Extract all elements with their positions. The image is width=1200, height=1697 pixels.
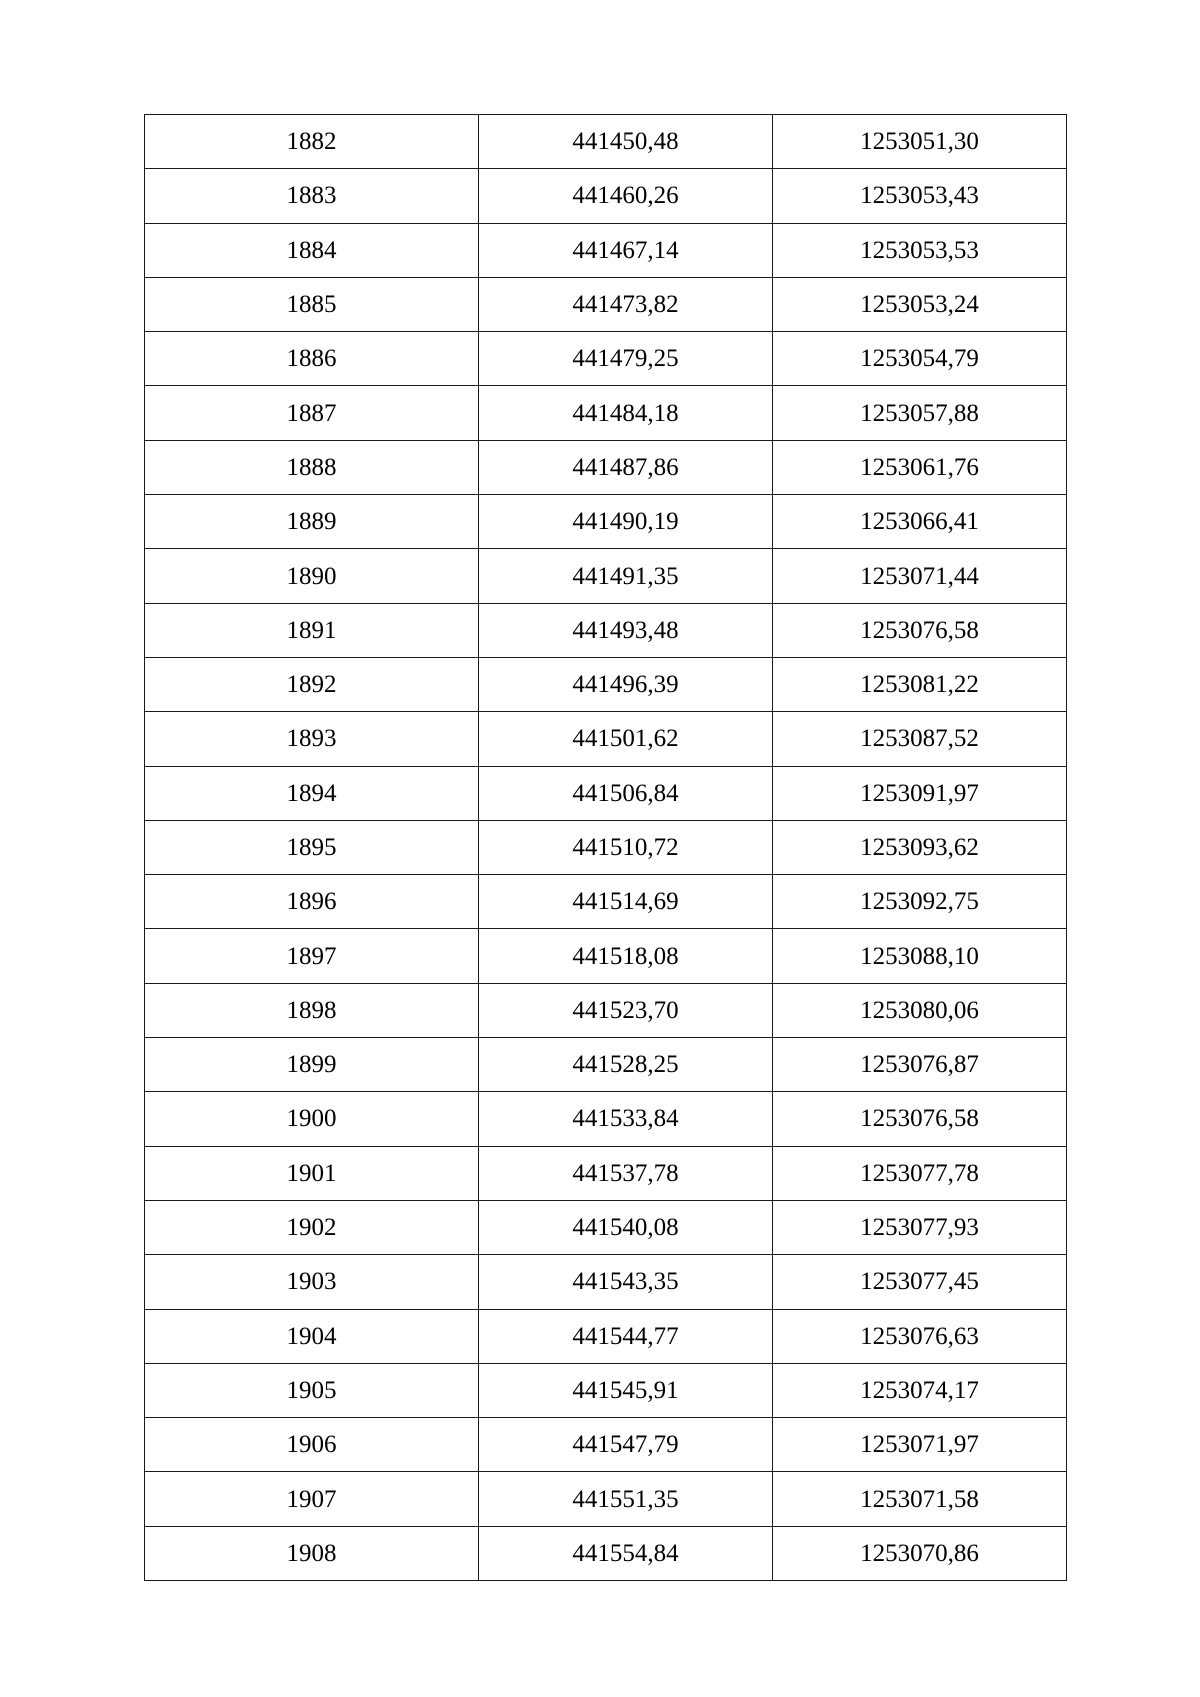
y-coordinate-cell: 1253076,58	[773, 603, 1067, 657]
x-coordinate-cell: 441543,35	[479, 1255, 773, 1309]
x-coordinate-cell: 441490,19	[479, 495, 773, 549]
table-row	[145, 712, 1067, 766]
point-number-cell: 1886	[145, 332, 479, 386]
y-coordinate-cell: 1253071,97	[773, 1418, 1067, 1472]
table-row	[145, 1363, 1067, 1417]
x-coordinate-cell: 441460,26	[479, 169, 773, 223]
table-row	[145, 115, 1067, 169]
point-number-cell: 1901	[145, 1146, 479, 1200]
x-coordinate-cell: 441467,14	[479, 223, 773, 277]
table-row	[145, 169, 1067, 223]
x-coordinate-cell: 441506,84	[479, 766, 773, 820]
table-row	[145, 1038, 1067, 1092]
x-coordinate-cell: 441545,91	[479, 1363, 773, 1417]
y-coordinate-cell: 1253077,78	[773, 1146, 1067, 1200]
table-row	[145, 603, 1067, 657]
table-row	[145, 223, 1067, 277]
x-coordinate-cell: 441514,69	[479, 875, 773, 929]
x-coordinate-cell: 441510,72	[479, 820, 773, 874]
table-row	[145, 440, 1067, 494]
table-row	[145, 875, 1067, 929]
point-number-cell: 1890	[145, 549, 479, 603]
table-row	[145, 1472, 1067, 1526]
x-coordinate-cell: 441523,70	[479, 983, 773, 1037]
coordinates-table	[144, 114, 1067, 1581]
table-row	[145, 1526, 1067, 1580]
table-row	[145, 549, 1067, 603]
y-coordinate-cell: 1253071,44	[773, 549, 1067, 603]
point-number-cell: 1898	[145, 983, 479, 1037]
point-number-cell: 1897	[145, 929, 479, 983]
table-row	[145, 1418, 1067, 1472]
point-number-cell: 1887	[145, 386, 479, 440]
point-number-cell: 1892	[145, 657, 479, 711]
table-row	[145, 1255, 1067, 1309]
y-coordinate-cell: 1253061,76	[773, 440, 1067, 494]
point-number-cell: 1903	[145, 1255, 479, 1309]
x-coordinate-cell: 441544,77	[479, 1309, 773, 1363]
y-coordinate-cell: 1253076,63	[773, 1309, 1067, 1363]
y-coordinate-cell: 1253093,62	[773, 820, 1067, 874]
x-coordinate-cell: 441554,84	[479, 1526, 773, 1580]
table-row	[145, 1309, 1067, 1363]
table-row	[145, 1146, 1067, 1200]
point-number-cell: 1891	[145, 603, 479, 657]
table-row	[145, 657, 1067, 711]
x-coordinate-cell: 441493,48	[479, 603, 773, 657]
y-coordinate-cell: 1253057,88	[773, 386, 1067, 440]
x-coordinate-cell: 441533,84	[479, 1092, 773, 1146]
x-coordinate-cell: 441484,18	[479, 386, 773, 440]
point-number-cell: 1905	[145, 1363, 479, 1417]
point-number-cell: 1894	[145, 766, 479, 820]
point-number-cell: 1882	[145, 115, 479, 169]
x-coordinate-cell: 441537,78	[479, 1146, 773, 1200]
y-coordinate-cell: 1253074,17	[773, 1363, 1067, 1417]
table-row	[145, 929, 1067, 983]
point-number-cell: 1884	[145, 223, 479, 277]
table-row	[145, 1092, 1067, 1146]
x-coordinate-cell: 441518,08	[479, 929, 773, 983]
y-coordinate-cell: 1253077,45	[773, 1255, 1067, 1309]
point-number-cell: 1885	[145, 277, 479, 331]
point-number-cell: 1895	[145, 820, 479, 874]
y-coordinate-cell: 1253088,10	[773, 929, 1067, 983]
y-coordinate-cell: 1253071,58	[773, 1472, 1067, 1526]
x-coordinate-cell: 441479,25	[479, 332, 773, 386]
x-coordinate-cell: 441496,39	[479, 657, 773, 711]
y-coordinate-cell: 1253066,41	[773, 495, 1067, 549]
table-row	[145, 495, 1067, 549]
table-row	[145, 820, 1067, 874]
point-number-cell: 1907	[145, 1472, 479, 1526]
table-row	[145, 386, 1067, 440]
y-coordinate-cell: 1253053,24	[773, 277, 1067, 331]
y-coordinate-cell: 1253070,86	[773, 1526, 1067, 1580]
y-coordinate-cell: 1253077,93	[773, 1200, 1067, 1254]
coordinates-table-body	[145, 115, 1067, 1581]
y-coordinate-cell: 1253092,75	[773, 875, 1067, 929]
y-coordinate-cell: 1253076,58	[773, 1092, 1067, 1146]
x-coordinate-cell: 441551,35	[479, 1472, 773, 1526]
point-number-cell: 1908	[145, 1526, 479, 1580]
y-coordinate-cell: 1253054,79	[773, 332, 1067, 386]
point-number-cell: 1896	[145, 875, 479, 929]
table-row	[145, 1200, 1067, 1254]
x-coordinate-cell: 441547,79	[479, 1418, 773, 1472]
y-coordinate-cell: 1253076,87	[773, 1038, 1067, 1092]
x-coordinate-cell: 441473,82	[479, 277, 773, 331]
point-number-cell: 1902	[145, 1200, 479, 1254]
point-number-cell: 1904	[145, 1309, 479, 1363]
table-row	[145, 766, 1067, 820]
x-coordinate-cell: 441501,62	[479, 712, 773, 766]
x-coordinate-cell: 441450,48	[479, 115, 773, 169]
point-number-cell: 1893	[145, 712, 479, 766]
point-number-cell: 1889	[145, 495, 479, 549]
y-coordinate-cell: 1253053,43	[773, 169, 1067, 223]
point-number-cell: 1900	[145, 1092, 479, 1146]
point-number-cell: 1888	[145, 440, 479, 494]
point-number-cell: 1906	[145, 1418, 479, 1472]
point-number-cell: 1883	[145, 169, 479, 223]
x-coordinate-cell: 441491,35	[479, 549, 773, 603]
y-coordinate-cell: 1253091,97	[773, 766, 1067, 820]
table-row	[145, 983, 1067, 1037]
table-row	[145, 277, 1067, 331]
y-coordinate-cell: 1253053,53	[773, 223, 1067, 277]
y-coordinate-cell: 1253087,52	[773, 712, 1067, 766]
table-row	[145, 332, 1067, 386]
x-coordinate-cell: 441540,08	[479, 1200, 773, 1254]
y-coordinate-cell: 1253051,30	[773, 115, 1067, 169]
y-coordinate-cell: 1253080,06	[773, 983, 1067, 1037]
x-coordinate-cell: 441487,86	[479, 440, 773, 494]
x-coordinate-cell: 441528,25	[479, 1038, 773, 1092]
point-number-cell: 1899	[145, 1038, 479, 1092]
y-coordinate-cell: 1253081,22	[773, 657, 1067, 711]
